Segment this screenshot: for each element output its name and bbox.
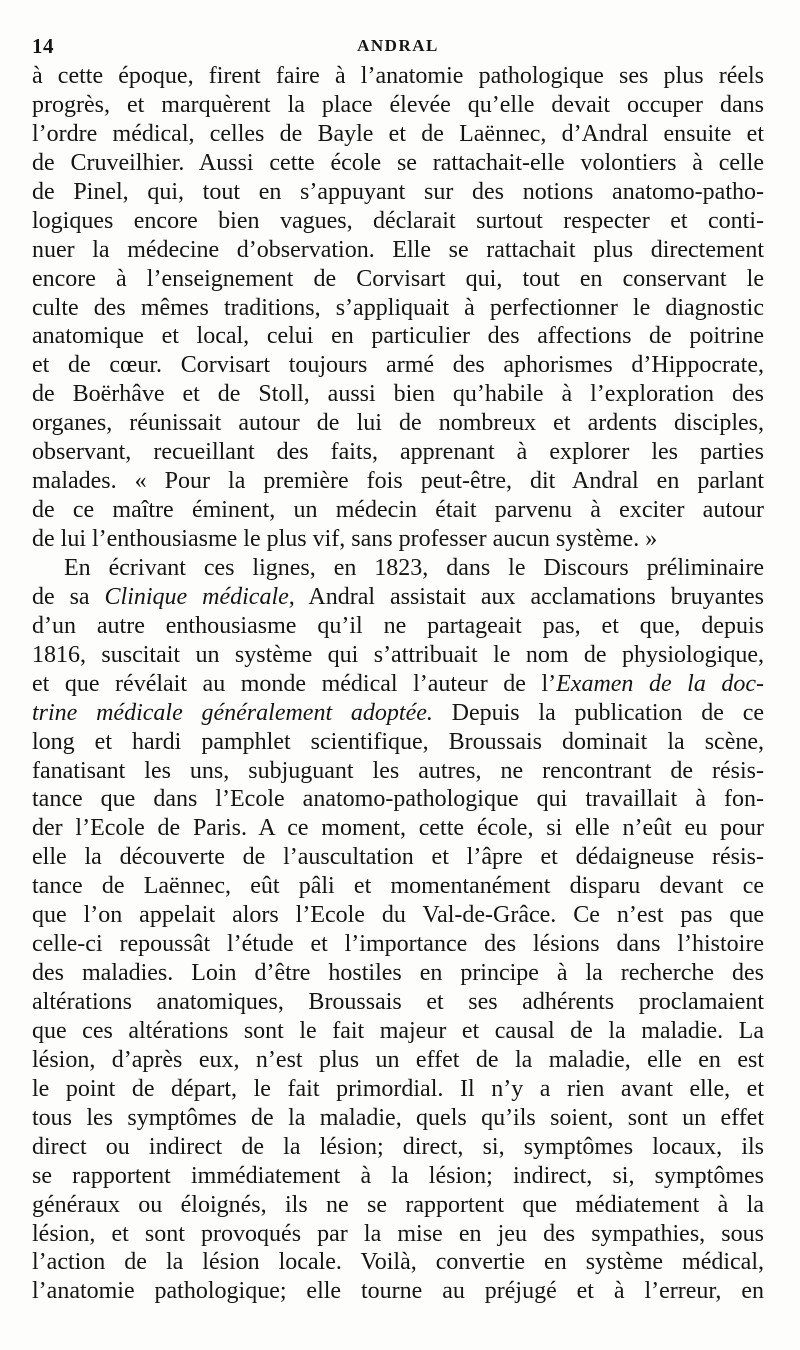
- line-text: l’anatomie pathologique; elle tourne au préjugé et à l’erreur, en: [32, 1278, 764, 1305]
- line-text: 1816, suscitait un système qui s’attribuait le nom de physiologique,: [32, 641, 764, 668]
- line-text: que ces altérations sont le fait majeur et causal de la maladie. La: [32, 1017, 764, 1044]
- line-text: de Pinel, qui, tout en s’appuyant sur des notions anatomo-patho-: [32, 178, 764, 205]
- line-text: long et hardi pamphlet scientifique, Broussais dominait la scène,: [32, 728, 764, 755]
- text-line: [32, 438, 764, 467]
- running-head: [32, 26, 764, 60]
- line-text: lésion, d’après eux, n’est plus un effet de la maladie, elle en est: [32, 1046, 764, 1073]
- line-text: altérations anatomiques, Broussais et ses adhérents proclamaient: [32, 989, 764, 1015]
- line-text: de sa: [32, 583, 105, 610]
- text-line: [32, 294, 764, 323]
- text-line: [32, 728, 764, 757]
- line-text: observant, recueillant des faits, apprenant à explorer les parties: [32, 439, 764, 466]
- text-line: [32, 1248, 764, 1277]
- line-text: d’un autre enthousiasme qu’il ne partageait pas, et que, depuis: [32, 612, 764, 639]
- text-line: [32, 757, 764, 786]
- text-line: [32, 409, 764, 438]
- text-line: [32, 1017, 764, 1046]
- line-text: fanatisant les uns, subjuguant les autres, ne rencontrant de résis-: [32, 757, 764, 784]
- line-text: de ce maître éminent, un médecin était parvenu à exciter autour: [32, 497, 764, 524]
- line-text: lésion, et sont provoqués par la mise en jeu des sympathies, sous: [32, 1220, 764, 1247]
- line-text: tous les symptômes de la maladie, quels qu’ils soient, sont un effet: [32, 1104, 764, 1131]
- text-line: [32, 872, 764, 901]
- text-line: [32, 641, 764, 670]
- line-text: l’ordre médical, celles de Bayle et de Laënnec, d’Andral ensuite et: [32, 120, 764, 147]
- text-line: [32, 901, 764, 930]
- line-text: et de cœur. Corvisart toujours armé des aphorismes d’Hippocrate,: [32, 352, 764, 379]
- line-text: que l’on appelait alors l’Ecole du Val-de-Grâce. Ce n’est pas que: [32, 902, 764, 929]
- text-line: [32, 583, 764, 612]
- text-line: [32, 959, 764, 988]
- text-body: [32, 62, 764, 1306]
- text-line: [32, 1133, 764, 1162]
- text-line: [32, 351, 764, 380]
- text-line: [32, 380, 764, 409]
- line-text: progrès, et marquèrent la place élevée qu’elle devait occuper dans: [32, 91, 764, 118]
- line-text: de Boërhâve et de Stoll, aussi bien qu’habile à l’exploration des: [32, 381, 764, 408]
- text-line: [32, 467, 764, 496]
- text-line: [32, 149, 764, 178]
- text-line: [32, 988, 764, 1017]
- line-text: à cette époque, firent faire à l’anatomie pathologique ses plus réels: [32, 63, 764, 89]
- italic-text: trine médicale généralement adoptée.: [32, 699, 433, 726]
- line-text: tance que dans l’Ecole anatomo-pathologique qui travaillait à fon-: [32, 786, 764, 813]
- line-text: anatomique et local, celui en particulier des affections de poitrine: [32, 323, 764, 350]
- line-text: généraux ou éloignés, ils ne se rapportent que médiatement à la: [32, 1191, 764, 1218]
- text-line: [32, 120, 764, 149]
- text-line: [32, 1046, 764, 1075]
- line-text: culte des mêmes traditions, s’appliquait à perfectionner le diagnostic: [32, 294, 764, 321]
- line-text: le point de départ, le fait primordial. Il n’y a rien avant elle, et: [32, 1075, 764, 1102]
- text-line: [32, 236, 764, 265]
- line-text: Depuis la publication de ce: [432, 699, 764, 726]
- text-line: [32, 612, 764, 641]
- text-line: [32, 62, 764, 91]
- text-line: [32, 1162, 764, 1191]
- text-line: [32, 178, 764, 207]
- line-text: elle la découverte de l’auscultation et l’âpre et dédaigneuse résis-: [32, 844, 764, 871]
- page-number: 14: [32, 34, 54, 58]
- text-line: [32, 930, 764, 959]
- italic-text: Clinique médicale,: [104, 583, 295, 610]
- text-line: [32, 1191, 764, 1220]
- text-line: [32, 1220, 764, 1249]
- text-line: [32, 699, 764, 728]
- text-line: [32, 91, 764, 120]
- line-text: de Cruveilhier. Aussi cette école se rattachait-elle volontiers à celle: [32, 149, 764, 176]
- text-line: [32, 496, 764, 525]
- running-title: ANDRAL: [357, 36, 439, 55]
- italic-text: Examen de la doc-: [556, 670, 764, 697]
- line-text: l’action de la lésion locale. Voilà, convertie en système médical,: [32, 1249, 764, 1276]
- text-line: [32, 554, 764, 583]
- text-line: [32, 322, 764, 351]
- line-text: se rapportent immédiatement à la lésion; indirect, si, symptômes: [32, 1162, 764, 1189]
- line-text: tance de Laënnec, eût pâli et momentanément disparu devant ce: [32, 873, 764, 900]
- text-line: [32, 843, 764, 872]
- line-text: logiques encore bien vagues, déclarait surtout respecter et conti-: [32, 207, 764, 234]
- text-line: [32, 525, 764, 554]
- line-text: celle-ci repoussât l’étude et l’importance des lésions dans l’histoire: [32, 931, 764, 958]
- text-line: [32, 1104, 764, 1133]
- text-line: [32, 785, 764, 814]
- line-text: Andral assistait aux acclamations bruyantes: [294, 583, 764, 610]
- text-line: [32, 670, 764, 699]
- text-line: [32, 1075, 764, 1104]
- line-text: des maladies. Loin d’être hostiles en principe à la recherche des: [32, 960, 764, 987]
- line-text: encore à l’enseignement de Corvisart qui, tout en conservant le: [32, 265, 764, 292]
- line-text: der l’Ecole de Paris. A ce moment, cette école, si elle n’eût eu pour: [32, 815, 764, 842]
- line-text: de lui l’enthousiasme le plus vif, sans professer aucun système. »: [32, 526, 658, 552]
- text-line: [32, 265, 764, 294]
- line-text: et que révélait au monde médical l’auteur de l’: [32, 670, 557, 697]
- text-line: [32, 814, 764, 843]
- line-text: direct ou indirect de la lésion; direct, si, symptômes locaux, ils: [32, 1133, 764, 1160]
- line-text: En écrivant ces lignes, en 1823, dans le Discours préliminaire: [64, 554, 764, 581]
- text-line: [32, 1277, 764, 1306]
- line-text: malades. « Pour la première fois peut-être, dit Andral en parlant: [32, 468, 764, 495]
- line-text: nuer la médecine d’observation. Elle se rattachait plus directement: [32, 236, 764, 263]
- text-line: [32, 207, 764, 236]
- line-text: organes, réunissait autour de lui de nombreux et ardents disciples,: [32, 410, 764, 437]
